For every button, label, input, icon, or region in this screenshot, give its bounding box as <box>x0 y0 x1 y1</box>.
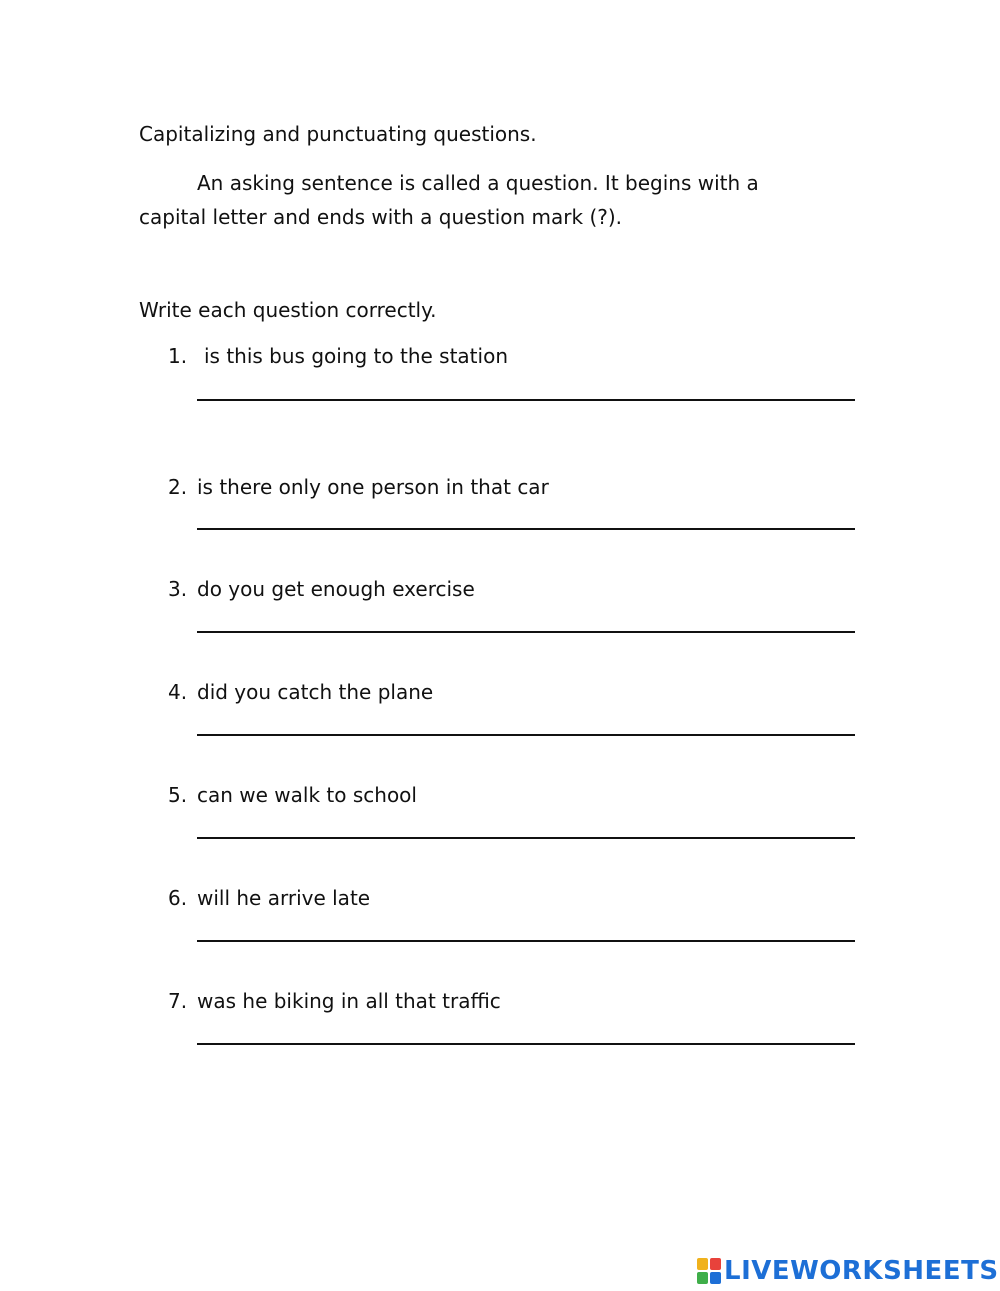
question-number: 6. <box>168 886 188 910</box>
question-number: 3. <box>168 577 188 601</box>
question-text: did you catch the plane <box>197 680 434 704</box>
question-item-7 <box>0 987 1000 1067</box>
question-number: 1. <box>168 344 188 368</box>
question-number: 2. <box>168 475 188 499</box>
logo-text: LIVEWORKSHEETS <box>724 1256 999 1286</box>
liveworksheets-logo <box>697 1255 999 1287</box>
answer-line-5[interactable] <box>197 837 855 839</box>
question-item-4 <box>0 678 1000 758</box>
question-number: 7. <box>168 989 188 1013</box>
question-text: is there only one person in that car <box>197 475 549 499</box>
answer-line-3[interactable] <box>197 631 855 633</box>
answer-line-1[interactable] <box>197 399 855 401</box>
answer-line-7[interactable] <box>197 1043 855 1045</box>
logo-blocks-icon <box>697 1258 721 1284</box>
question-item-6 <box>0 884 1000 964</box>
question-item-1 <box>0 342 1000 422</box>
answer-line-4[interactable] <box>197 734 855 736</box>
question-text: can we walk to school <box>197 783 417 807</box>
answer-line-2[interactable] <box>197 528 855 530</box>
question-number: 5. <box>168 783 188 807</box>
instruction-text: Write each question correctly. <box>139 298 437 322</box>
question-text: is this bus going to the station <box>204 344 508 368</box>
question-text: was he biking in all that traffic <box>197 989 501 1013</box>
logo-block <box>710 1272 721 1284</box>
intro-paragraph: An asking sentence is called a question. It begins with a capital letter and ends with a question mark (?). <box>139 171 759 229</box>
logo-block <box>697 1272 708 1284</box>
worksheet-title: Capitalizing and punctuating questions. <box>139 122 537 146</box>
question-text: do you get enough exercise <box>197 577 475 601</box>
question-text: will he arrive late <box>197 886 371 910</box>
answer-line-6[interactable] <box>197 940 855 942</box>
question-item-3 <box>0 575 1000 655</box>
logo-block <box>697 1258 708 1270</box>
question-item-5 <box>0 781 1000 861</box>
question-item-2 <box>0 473 1000 553</box>
question-number: 4. <box>168 680 188 704</box>
logo-block <box>710 1258 721 1270</box>
